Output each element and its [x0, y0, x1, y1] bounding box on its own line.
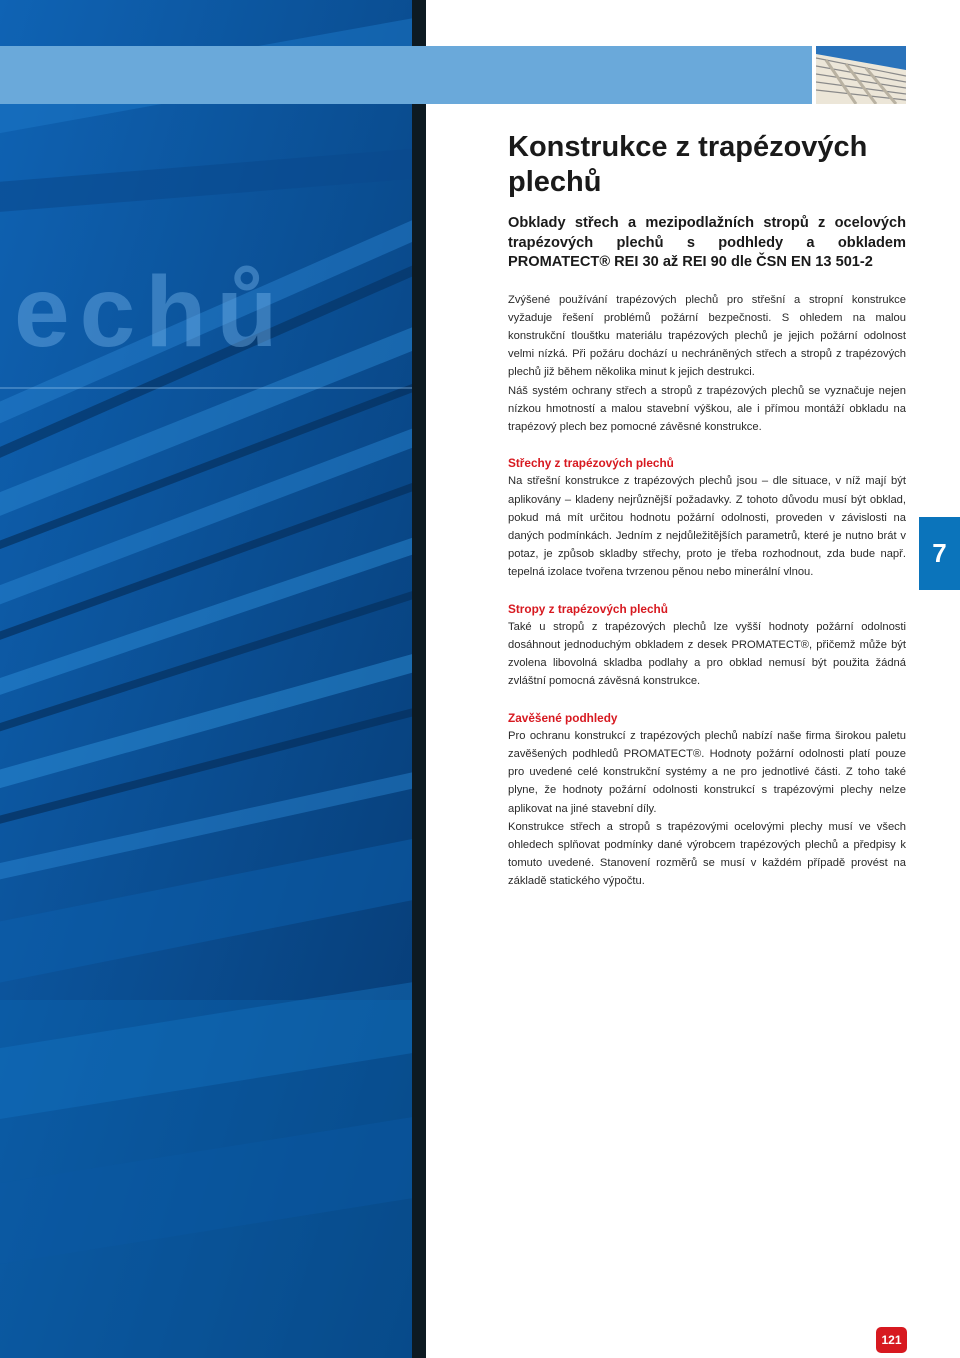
photo-overlay-text: echů	[14, 256, 288, 368]
section-heading: Stropy z trapézových plechů	[508, 601, 668, 616]
section-roofs	[508, 454, 906, 581]
section-paragraph: Na střešní konstrukce z trapézových plechů jsou – dle situace, v níž mají být aplikovány – kladeny nejrůznější požadavky. Z tohoto důvodu musí být obklad, pokud má mít určitou hodnotu požární odolnosti, proveden v závislosti na daných podmínkách. Jedním z nejdůležitějších parametrů, které je nutno brát v potaz, je způsob skladby střechy, proto je třeba rozhodnout, zda bude např. tepelná izolace tvořena tvrzenou pěnou nebo minerální vlnou.	[508, 475, 906, 579]
article	[508, 130, 906, 891]
page-number: 121	[881, 1333, 902, 1347]
dark-vertical-strip	[412, 0, 426, 1358]
photo-texture	[0, 0, 412, 1358]
top-blue-bar	[0, 46, 812, 104]
section-paragraph: Pro ochranu konstrukcí z trapézových plechů nabízí naše firma širokou paletu zavěšených podhledů PROMATECT®. Hodnoty požární odolnosti platí pouze pro uvedené celé konstrukční systémy a ne pro jednotlivé části. Z toho také plyne, že hodnoty požární odolnosti konstrukcí s trapézovými plechy nelze aplikovat na jiné stavební díly.	[508, 729, 906, 815]
section-paragraph: Konstrukce střech a stropů s trapézovými ocelovými plechy musí ve všech ohledech splňovat podmínky dané výrobcem trapézových plechů a předpisy k tomuto uvedené. Stanovení rozměrů se musí v každém případě provést na základě statického výpočtu.	[508, 820, 906, 888]
intro-section	[508, 291, 906, 437]
section-suspended-ceilings	[508, 709, 906, 891]
photo-divider	[0, 387, 412, 389]
section-heading: Zavěšené podhledy	[508, 710, 618, 725]
trapezoid-sheet-icon	[816, 46, 906, 104]
section-heading: Střechy z trapézových plechů	[508, 456, 674, 471]
section-ceilings	[508, 600, 906, 691]
trapezoid-sheet-thumbnail	[816, 46, 906, 104]
page-title: Konstrukce z trapézových plechů	[508, 131, 868, 198]
intro-paragraph: Náš systém ochrany střech a stropů z trapézových plechů se vyznačuje nejen nízkou hmotností a malou stavební výškou, ale i přímou montáží obkladu na trapézový plech bez pomocné závěsné konstrukce.	[508, 384, 906, 433]
page-subtitle: Obklady střech a mezipodlažních stropů z ocelových trapézových plechů s podhledy a obkladem PROMATECT® REI 30 až REI 90 dle ČSN EN 13 501-2	[508, 215, 906, 270]
chapter-number: 7	[932, 538, 947, 568]
page-number-badge	[876, 1327, 907, 1353]
intro-paragraph: Zvýšené používání trapézových plechů pro střešní a stropní konstrukce vyžaduje řešení problémů požární bezpečnosti. S ohledem na malou konstrukční tlouštku materiálu trapézových plechů je jejich požární odolnost velmi nízká. Při požáru dochází u nechráněných střech a stropů z trapézových plechů již během několika minut k jejich destrukci.	[508, 293, 906, 379]
chapter-tab	[919, 517, 960, 590]
section-paragraph: Také u stropů z trapézových plechů lze vyšší hodnoty požární odolnosti dosáhnout jednoduchým obkladem z desek PROMATECT®, přičemž může být zvolena libovolná skladba podlahy a pro obklad nemusí být použita žádná zvláštní pomocná závěsná konstrukce.	[508, 620, 906, 688]
cover-photo	[0, 0, 412, 1358]
